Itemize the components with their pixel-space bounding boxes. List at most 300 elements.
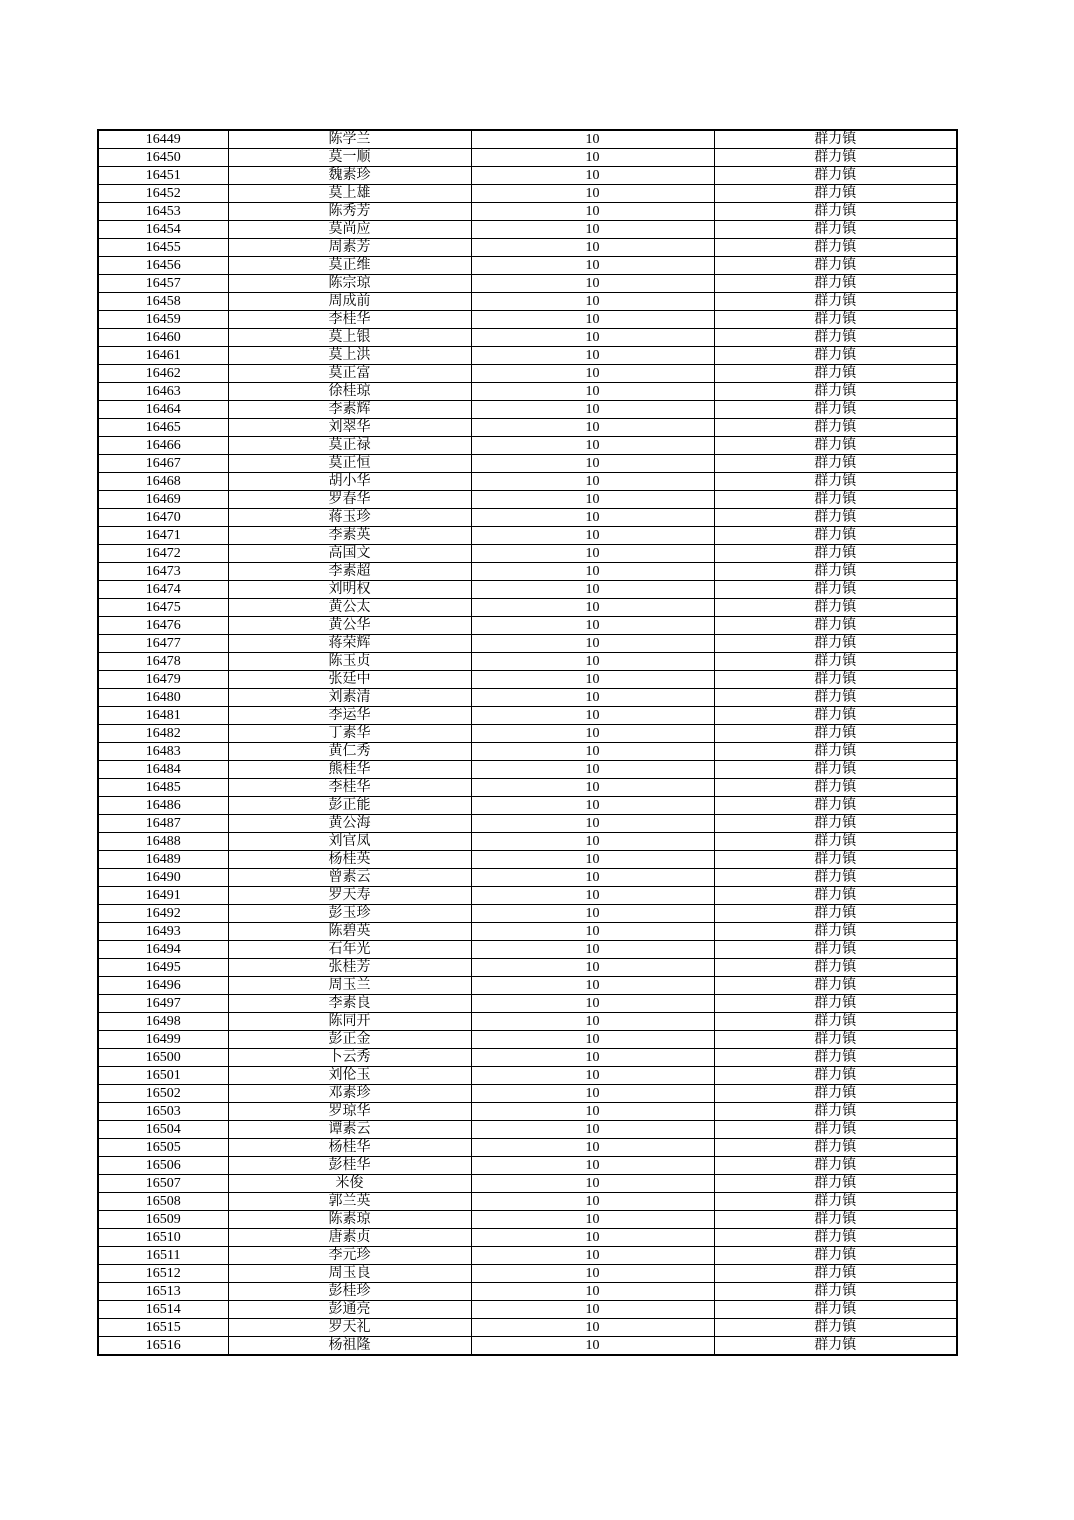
row-name-cell: 高国文 xyxy=(228,545,471,563)
row-name-cell: 罗天寿 xyxy=(228,887,471,905)
table-row xyxy=(98,491,957,509)
row-amount-cell: 10 xyxy=(471,563,714,581)
row-amount-cell: 10 xyxy=(471,959,714,977)
row-amount-cell: 10 xyxy=(471,1229,714,1247)
row-amount-cell: 10 xyxy=(471,815,714,833)
row-id-cell: 16459 xyxy=(98,311,228,329)
row-id-cell: 16513 xyxy=(98,1283,228,1301)
row-amount-cell: 10 xyxy=(471,1265,714,1283)
row-name-cell: 莫上雄 xyxy=(228,185,471,203)
table-row xyxy=(98,545,957,563)
table-row xyxy=(98,437,957,455)
row-amount-cell: 10 xyxy=(471,347,714,365)
row-id-cell: 16481 xyxy=(98,707,228,725)
row-town-cell: 群力镇 xyxy=(714,599,957,617)
row-town-cell: 群力镇 xyxy=(714,941,957,959)
row-amount-cell: 10 xyxy=(471,383,714,401)
row-name-cell: 李素超 xyxy=(228,563,471,581)
row-amount-cell: 10 xyxy=(471,599,714,617)
row-amount-cell: 10 xyxy=(471,455,714,473)
row-id-cell: 16456 xyxy=(98,257,228,275)
row-amount-cell: 10 xyxy=(471,311,714,329)
row-id-cell: 16455 xyxy=(98,239,228,257)
table-row xyxy=(98,635,957,653)
row-amount-cell: 10 xyxy=(471,491,714,509)
table-row xyxy=(98,455,957,473)
row-id-cell: 16484 xyxy=(98,761,228,779)
row-id-cell: 16469 xyxy=(98,491,228,509)
row-id-cell: 16466 xyxy=(98,437,228,455)
row-amount-cell: 10 xyxy=(471,239,714,257)
table-row xyxy=(98,509,957,527)
table-row xyxy=(98,869,957,887)
row-town-cell: 群力镇 xyxy=(714,1283,957,1301)
row-amount-cell: 10 xyxy=(471,1301,714,1319)
row-amount-cell: 10 xyxy=(471,833,714,851)
row-town-cell: 群力镇 xyxy=(714,257,957,275)
row-town-cell: 群力镇 xyxy=(714,635,957,653)
row-id-cell: 16511 xyxy=(98,1247,228,1265)
row-town-cell: 群力镇 xyxy=(714,527,957,545)
row-amount-cell: 10 xyxy=(471,1121,714,1139)
row-town-cell: 群力镇 xyxy=(714,1013,957,1031)
table-row xyxy=(98,365,957,383)
row-amount-cell: 10 xyxy=(471,725,714,743)
row-town-cell: 群力镇 xyxy=(714,725,957,743)
row-id-cell: 16485 xyxy=(98,779,228,797)
row-amount-cell: 10 xyxy=(471,869,714,887)
row-id-cell: 16462 xyxy=(98,365,228,383)
row-name-cell: 李元珍 xyxy=(228,1247,471,1265)
row-town-cell: 群力镇 xyxy=(714,149,957,167)
row-amount-cell: 10 xyxy=(471,365,714,383)
row-id-cell: 16474 xyxy=(98,581,228,599)
row-town-cell: 群力镇 xyxy=(714,1337,957,1356)
row-name-cell: 唐素贞 xyxy=(228,1229,471,1247)
row-id-cell: 16477 xyxy=(98,635,228,653)
table-row xyxy=(98,743,957,761)
row-town-cell: 群力镇 xyxy=(714,563,957,581)
row-amount-cell: 10 xyxy=(471,1211,714,1229)
row-name-cell: 陈秀芳 xyxy=(228,203,471,221)
row-id-cell: 16505 xyxy=(98,1139,228,1157)
row-id-cell: 16488 xyxy=(98,833,228,851)
row-id-cell: 16454 xyxy=(98,221,228,239)
row-name-cell: 李素辉 xyxy=(228,401,471,419)
row-name-cell: 石年光 xyxy=(228,941,471,959)
row-name-cell: 莫正恒 xyxy=(228,455,471,473)
row-id-cell: 16502 xyxy=(98,1085,228,1103)
row-town-cell: 群力镇 xyxy=(714,1229,957,1247)
row-name-cell: 陈宗琼 xyxy=(228,275,471,293)
row-amount-cell: 10 xyxy=(471,1157,714,1175)
row-name-cell: 彭桂华 xyxy=(228,1157,471,1175)
row-town-cell: 群力镇 xyxy=(714,743,957,761)
row-name-cell: 郭兰英 xyxy=(228,1193,471,1211)
table-row xyxy=(98,1211,957,1229)
row-id-cell: 16470 xyxy=(98,509,228,527)
row-amount-cell: 10 xyxy=(471,671,714,689)
row-name-cell: 罗天礼 xyxy=(228,1319,471,1337)
row-amount-cell: 10 xyxy=(471,130,714,149)
row-id-cell: 16468 xyxy=(98,473,228,491)
row-amount-cell: 10 xyxy=(471,437,714,455)
row-name-cell: 李素英 xyxy=(228,527,471,545)
row-id-cell: 16508 xyxy=(98,1193,228,1211)
row-amount-cell: 10 xyxy=(471,941,714,959)
row-id-cell: 16482 xyxy=(98,725,228,743)
row-name-cell: 张桂芳 xyxy=(228,959,471,977)
row-amount-cell: 10 xyxy=(471,1193,714,1211)
table-row xyxy=(98,1301,957,1319)
table-row xyxy=(98,1049,957,1067)
row-town-cell: 群力镇 xyxy=(714,293,957,311)
row-name-cell: 彭桂珍 xyxy=(228,1283,471,1301)
row-amount-cell: 10 xyxy=(471,761,714,779)
row-id-cell: 16506 xyxy=(98,1157,228,1175)
row-amount-cell: 10 xyxy=(471,1049,714,1067)
row-name-cell: 刘素清 xyxy=(228,689,471,707)
row-amount-cell: 10 xyxy=(471,1139,714,1157)
row-id-cell: 16483 xyxy=(98,743,228,761)
row-name-cell: 罗琼华 xyxy=(228,1103,471,1121)
row-town-cell: 群力镇 xyxy=(714,491,957,509)
table-row xyxy=(98,995,957,1013)
table-row xyxy=(98,347,957,365)
row-amount-cell: 10 xyxy=(471,1247,714,1265)
row-name-cell: 周素芳 xyxy=(228,239,471,257)
table-row xyxy=(98,257,957,275)
row-name-cell: 杨桂英 xyxy=(228,851,471,869)
row-amount-cell: 10 xyxy=(471,743,714,761)
table-row xyxy=(98,689,957,707)
row-town-cell: 群力镇 xyxy=(714,221,957,239)
row-name-cell: 邓素珍 xyxy=(228,1085,471,1103)
table-row xyxy=(98,203,957,221)
row-name-cell: 黄公华 xyxy=(228,617,471,635)
row-id-cell: 16503 xyxy=(98,1103,228,1121)
table-row xyxy=(98,1265,957,1283)
table-row xyxy=(98,130,957,149)
row-id-cell: 16509 xyxy=(98,1211,228,1229)
row-amount-cell: 10 xyxy=(471,581,714,599)
row-amount-cell: 10 xyxy=(471,1013,714,1031)
table-row xyxy=(98,815,957,833)
row-id-cell: 16489 xyxy=(98,851,228,869)
row-town-cell: 群力镇 xyxy=(714,977,957,995)
row-town-cell: 群力镇 xyxy=(714,1211,957,1229)
row-amount-cell: 10 xyxy=(471,851,714,869)
row-id-cell: 16490 xyxy=(98,869,228,887)
row-id-cell: 16507 xyxy=(98,1175,228,1193)
row-id-cell: 16473 xyxy=(98,563,228,581)
row-id-cell: 16497 xyxy=(98,995,228,1013)
row-town-cell: 群力镇 xyxy=(714,1085,957,1103)
table-row xyxy=(98,149,957,167)
row-name-cell: 莫上银 xyxy=(228,329,471,347)
row-town-cell: 群力镇 xyxy=(714,653,957,671)
row-town-cell: 群力镇 xyxy=(714,365,957,383)
row-id-cell: 16498 xyxy=(98,1013,228,1031)
row-amount-cell: 10 xyxy=(471,401,714,419)
row-town-cell: 群力镇 xyxy=(714,1319,957,1337)
row-id-cell: 16464 xyxy=(98,401,228,419)
row-amount-cell: 10 xyxy=(471,977,714,995)
row-name-cell: 陈碧英 xyxy=(228,923,471,941)
row-amount-cell: 10 xyxy=(471,329,714,347)
row-name-cell: 蒋荣辉 xyxy=(228,635,471,653)
table-row xyxy=(98,275,957,293)
row-id-cell: 16512 xyxy=(98,1265,228,1283)
row-id-cell: 16514 xyxy=(98,1301,228,1319)
row-town-cell: 群力镇 xyxy=(714,923,957,941)
row-amount-cell: 10 xyxy=(471,797,714,815)
row-town-cell: 群力镇 xyxy=(714,509,957,527)
row-id-cell: 16479 xyxy=(98,671,228,689)
row-id-cell: 16499 xyxy=(98,1031,228,1049)
row-town-cell: 群力镇 xyxy=(714,1265,957,1283)
row-name-cell: 李运华 xyxy=(228,707,471,725)
row-town-cell: 群力镇 xyxy=(714,1175,957,1193)
table-row xyxy=(98,383,957,401)
row-amount-cell: 10 xyxy=(471,293,714,311)
table-row xyxy=(98,707,957,725)
row-id-cell: 16493 xyxy=(98,923,228,941)
row-id-cell: 16452 xyxy=(98,185,228,203)
row-name-cell: 刘明权 xyxy=(228,581,471,599)
row-name-cell: 彭正能 xyxy=(228,797,471,815)
roster-table-body xyxy=(98,130,957,1355)
table-row xyxy=(98,473,957,491)
row-amount-cell: 10 xyxy=(471,689,714,707)
row-town-cell: 群力镇 xyxy=(714,419,957,437)
row-name-cell: 李素良 xyxy=(228,995,471,1013)
row-town-cell: 群力镇 xyxy=(714,437,957,455)
row-amount-cell: 10 xyxy=(471,635,714,653)
row-town-cell: 群力镇 xyxy=(714,1049,957,1067)
table-row xyxy=(98,1031,957,1049)
row-id-cell: 16472 xyxy=(98,545,228,563)
row-town-cell: 群力镇 xyxy=(714,1031,957,1049)
row-town-cell: 群力镇 xyxy=(714,1067,957,1085)
table-row xyxy=(98,1175,957,1193)
row-name-cell: 曾素云 xyxy=(228,869,471,887)
row-name-cell: 杨祖隆 xyxy=(228,1337,471,1356)
row-amount-cell: 10 xyxy=(471,1031,714,1049)
row-town-cell: 群力镇 xyxy=(714,851,957,869)
row-town-cell: 群力镇 xyxy=(714,689,957,707)
row-name-cell: 莫正富 xyxy=(228,365,471,383)
row-amount-cell: 10 xyxy=(471,779,714,797)
row-amount-cell: 10 xyxy=(471,887,714,905)
table-row xyxy=(98,581,957,599)
row-id-cell: 16492 xyxy=(98,905,228,923)
row-id-cell: 16501 xyxy=(98,1067,228,1085)
row-name-cell: 魏素珍 xyxy=(228,167,471,185)
table-row xyxy=(98,797,957,815)
row-amount-cell: 10 xyxy=(471,509,714,527)
row-name-cell: 陈学兰 xyxy=(228,130,471,149)
row-name-cell: 李桂华 xyxy=(228,311,471,329)
table-row xyxy=(98,1193,957,1211)
table-row xyxy=(98,1121,957,1139)
row-amount-cell: 10 xyxy=(471,707,714,725)
row-name-cell: 徐桂琼 xyxy=(228,383,471,401)
row-town-cell: 群力镇 xyxy=(714,455,957,473)
row-id-cell: 16458 xyxy=(98,293,228,311)
row-amount-cell: 10 xyxy=(471,149,714,167)
row-town-cell: 群力镇 xyxy=(714,1247,957,1265)
row-id-cell: 16494 xyxy=(98,941,228,959)
row-amount-cell: 10 xyxy=(471,653,714,671)
row-name-cell: 李桂华 xyxy=(228,779,471,797)
row-amount-cell: 10 xyxy=(471,1319,714,1337)
row-town-cell: 群力镇 xyxy=(714,1139,957,1157)
row-name-cell: 陈素琼 xyxy=(228,1211,471,1229)
row-town-cell: 群力镇 xyxy=(714,761,957,779)
table-row xyxy=(98,1283,957,1301)
row-amount-cell: 10 xyxy=(471,527,714,545)
row-town-cell: 群力镇 xyxy=(714,1157,957,1175)
row-name-cell: 周成前 xyxy=(228,293,471,311)
row-name-cell: 刘伦玉 xyxy=(228,1067,471,1085)
row-name-cell: 黄公太 xyxy=(228,599,471,617)
row-town-cell: 群力镇 xyxy=(714,239,957,257)
row-town-cell: 群力镇 xyxy=(714,959,957,977)
row-id-cell: 16500 xyxy=(98,1049,228,1067)
row-name-cell: 米俊 xyxy=(228,1175,471,1193)
table-row xyxy=(98,1229,957,1247)
row-amount-cell: 10 xyxy=(471,1103,714,1121)
row-amount-cell: 10 xyxy=(471,545,714,563)
table-row xyxy=(98,1085,957,1103)
row-name-cell: 刘翠华 xyxy=(228,419,471,437)
table-row xyxy=(98,1067,957,1085)
row-town-cell: 群力镇 xyxy=(714,130,957,149)
row-id-cell: 16460 xyxy=(98,329,228,347)
row-name-cell: 张廷中 xyxy=(228,671,471,689)
row-town-cell: 群力镇 xyxy=(714,887,957,905)
row-town-cell: 群力镇 xyxy=(714,581,957,599)
row-town-cell: 群力镇 xyxy=(714,545,957,563)
row-name-cell: 罗春华 xyxy=(228,491,471,509)
row-name-cell: 熊桂华 xyxy=(228,761,471,779)
table-row xyxy=(98,239,957,257)
row-name-cell: 莫上洪 xyxy=(228,347,471,365)
table-row xyxy=(98,851,957,869)
row-amount-cell: 10 xyxy=(471,221,714,239)
row-amount-cell: 10 xyxy=(471,419,714,437)
row-name-cell: 杨桂华 xyxy=(228,1139,471,1157)
row-town-cell: 群力镇 xyxy=(714,167,957,185)
row-id-cell: 16515 xyxy=(98,1319,228,1337)
row-town-cell: 群力镇 xyxy=(714,473,957,491)
row-name-cell: 蒋玉珍 xyxy=(228,509,471,527)
row-town-cell: 群力镇 xyxy=(714,815,957,833)
table-row xyxy=(98,905,957,923)
row-amount-cell: 10 xyxy=(471,1067,714,1085)
row-name-cell: 莫正维 xyxy=(228,257,471,275)
row-amount-cell: 10 xyxy=(471,1085,714,1103)
table-row xyxy=(98,725,957,743)
row-amount-cell: 10 xyxy=(471,617,714,635)
row-id-cell: 16487 xyxy=(98,815,228,833)
table-row xyxy=(98,941,957,959)
table-row xyxy=(98,779,957,797)
table-row xyxy=(98,887,957,905)
table-row xyxy=(98,329,957,347)
row-amount-cell: 10 xyxy=(471,905,714,923)
row-town-cell: 群力镇 xyxy=(714,995,957,1013)
row-amount-cell: 10 xyxy=(471,923,714,941)
row-town-cell: 群力镇 xyxy=(714,833,957,851)
table-row xyxy=(98,923,957,941)
row-name-cell: 周玉良 xyxy=(228,1265,471,1283)
table-row xyxy=(98,1247,957,1265)
table-row xyxy=(98,959,957,977)
table-row xyxy=(98,1139,957,1157)
row-id-cell: 16486 xyxy=(98,797,228,815)
row-id-cell: 16495 xyxy=(98,959,228,977)
row-name-cell: 黄仁秀 xyxy=(228,743,471,761)
row-amount-cell: 10 xyxy=(471,473,714,491)
row-id-cell: 16451 xyxy=(98,167,228,185)
row-id-cell: 16465 xyxy=(98,419,228,437)
row-id-cell: 16478 xyxy=(98,653,228,671)
row-town-cell: 群力镇 xyxy=(714,869,957,887)
row-name-cell: 黄公海 xyxy=(228,815,471,833)
row-name-cell: 彭玉珍 xyxy=(228,905,471,923)
row-amount-cell: 10 xyxy=(471,1175,714,1193)
row-amount-cell: 10 xyxy=(471,995,714,1013)
table-row xyxy=(98,653,957,671)
row-id-cell: 16510 xyxy=(98,1229,228,1247)
table-row xyxy=(98,1013,957,1031)
row-name-cell: 周玉兰 xyxy=(228,977,471,995)
row-town-cell: 群力镇 xyxy=(714,905,957,923)
row-town-cell: 群力镇 xyxy=(714,779,957,797)
row-id-cell: 16504 xyxy=(98,1121,228,1139)
table-row xyxy=(98,1319,957,1337)
row-town-cell: 群力镇 xyxy=(714,707,957,725)
row-amount-cell: 10 xyxy=(471,275,714,293)
row-amount-cell: 10 xyxy=(471,257,714,275)
row-town-cell: 群力镇 xyxy=(714,347,957,365)
row-id-cell: 16463 xyxy=(98,383,228,401)
row-town-cell: 群力镇 xyxy=(714,671,957,689)
row-town-cell: 群力镇 xyxy=(714,1193,957,1211)
row-town-cell: 群力镇 xyxy=(714,275,957,293)
row-id-cell: 16480 xyxy=(98,689,228,707)
row-id-cell: 16475 xyxy=(98,599,228,617)
table-row xyxy=(98,977,957,995)
row-town-cell: 群力镇 xyxy=(714,1301,957,1319)
row-amount-cell: 10 xyxy=(471,203,714,221)
table-row xyxy=(98,419,957,437)
row-amount-cell: 10 xyxy=(471,1337,714,1356)
row-name-cell: 莫尚应 xyxy=(228,221,471,239)
row-id-cell: 16516 xyxy=(98,1337,228,1356)
row-id-cell: 16450 xyxy=(98,149,228,167)
row-town-cell: 群力镇 xyxy=(714,329,957,347)
row-id-cell: 16491 xyxy=(98,887,228,905)
row-name-cell: 陈同开 xyxy=(228,1013,471,1031)
table-row xyxy=(98,527,957,545)
table-row xyxy=(98,761,957,779)
table-row xyxy=(98,293,957,311)
row-town-cell: 群力镇 xyxy=(714,1103,957,1121)
table-row xyxy=(98,1103,957,1121)
